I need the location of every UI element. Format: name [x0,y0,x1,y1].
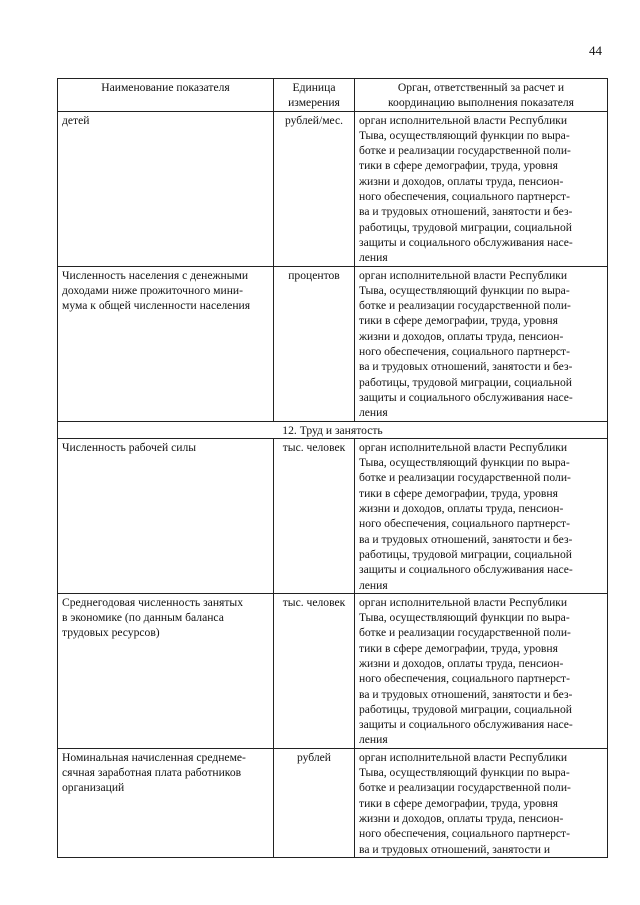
page-number: 44 [589,43,602,58]
organization-line: ва и трудовых отношений, занятости и без- [359,360,573,374]
organization-line: Тыва, осуществляющий функции по выра- [359,128,570,142]
organization-line: работицы, трудовой миграции, социальной [359,547,572,561]
organization-line: ботке и реализации государственной поли- [359,626,571,640]
organization-line: Тыва, осуществляющий функции по выра- [359,766,570,780]
organization-line: Тыва, осуществляющий функции по выра- [359,283,570,297]
organization-line: ботке и реализации государственной поли- [359,299,571,313]
responsible-organization-cell [355,748,608,857]
organization-line: ного обеспечения, социального партнерст- [359,190,570,204]
organization-line: ботке и реализации государственной поли- [359,471,571,485]
indicator-name-line: Номинальная начисленная среднеме- [62,750,246,764]
table-row [58,438,608,593]
organization-line: защиты и социального обслуживания насе- [359,563,573,577]
indicator-name-line: сячная заработная плата работников [62,766,242,780]
organization-line: тики в сфере демографии, труда, уровня [359,486,558,500]
organization-line: Тыва, осуществляющий функции по выра- [359,456,570,470]
organization-line: тики в сфере демографии, труда, уровня [359,314,558,328]
header-unit [274,79,355,112]
organization-line: ва и трудовых отношений, занятости и без- [359,687,573,701]
organization-line: защиты и социального обслуживания насе- [359,390,573,404]
organization-line: ного обеспечения, социального партнерст- [359,827,570,841]
indicator-name-line: Среднегодовая численность занятых [62,595,244,609]
organization-line: орган исполнительной власти Республики [359,268,568,282]
organization-line: ва и трудовых отношений, занятости и без- [359,205,573,219]
indicators-table [57,78,608,858]
responsible-organization-cell [355,438,608,593]
indicator-name-line: доходами ниже прожиточного мини- [62,283,243,297]
organization-line: жизни и доходов, оплаты труда, пенсион- [359,656,564,670]
indicator-name-line: Численность рабочей силы [62,440,197,454]
organization-line: ного обеспечения, социального партнерст- [359,517,570,531]
unit-cell: рублей [274,748,355,857]
unit-cell: рублей/мес. [274,111,355,266]
responsible-organization-cell [355,593,608,748]
header-org-line: координацию выполнения показателя [388,96,574,110]
section-heading-row [58,421,608,438]
header-indicator: Наименование показателя [58,79,274,112]
indicator-name-cell [58,593,274,748]
indicator-name-cell [58,111,274,266]
organization-line: тики в сфере демографии, труда, уровня [359,641,558,655]
organization-line: жизни и доходов, оплаты труда, пенсион- [359,811,564,825]
organization-line: жизни и доходов, оплаты труда, пенсион- [359,502,564,516]
table-row [58,748,608,857]
table-row [58,593,608,748]
unit-cell: процентов [274,266,355,421]
organization-line: жизни и доходов, оплаты труда, пенсион- [359,174,564,188]
organization-line: ва и трудовых отношений, занятости и без- [359,532,573,546]
indicator-name-cell [58,266,274,421]
organization-line: работицы, трудовой миграции, социальной [359,375,572,389]
organization-line: орган исполнительной власти Республики [359,440,568,454]
header-unit-line: измерения [288,96,340,110]
organization-line: жизни и доходов, оплаты труда, пенсион- [359,329,564,343]
organization-line: работицы, трудовой миграции, социальной [359,702,572,716]
header-org-line: Орган, ответственный за расчет и [397,81,565,94]
organization-line: защиты и социального обслуживания насе- [359,718,573,732]
responsible-organization-cell [355,266,608,421]
organization-line: ления [359,406,388,420]
unit-cell: тыс. человек [274,438,355,593]
unit-cell: тыс. человек [274,593,355,748]
organization-line: ного обеспечения, социального партнерст- [359,672,570,686]
indicator-name-line: организаций [62,781,125,795]
organization-line: тики в сфере демографии, труда, уровня [359,796,558,810]
header-unit-line: Единица [292,81,336,94]
section-title: 12. Труд и занятость [58,421,608,438]
organization-line: ления [359,578,388,592]
responsible-organization-cell [355,111,608,266]
organization-line: работицы, трудовой миграции, социальной [359,220,572,234]
indicator-name-cell [58,438,274,593]
organization-line: тики в сфере демографии, труда, уровня [359,159,558,173]
organization-line: ного обеспечения, социального партнерст- [359,345,570,359]
organization-line: ления [359,251,388,265]
indicator-name-line: Численность населения с денежными [62,268,249,282]
organization-line: защиты и социального обслуживания насе- [359,235,573,249]
organization-line: ления [359,733,388,747]
indicator-name-line: мума к общей численности населения [62,299,251,313]
organization-line: орган исполнительной власти Республики [359,113,568,127]
table-row [58,111,608,266]
table-header-row [58,79,608,112]
indicator-name-line: трудовых ресурсов) [62,626,160,640]
organization-line: орган исполнительной власти Республики [359,750,568,764]
header-organization [355,79,608,112]
organization-line: ботке и реализации государственной поли- [359,781,571,795]
organization-line: ва и трудовых отношений, занятости и [359,842,551,856]
table-row [58,266,608,421]
indicator-name-cell [58,748,274,857]
organization-line: Тыва, осуществляющий функции по выра- [359,611,570,625]
organization-line: ботке и реализации государственной поли- [359,144,571,158]
indicator-name-line: детей [62,113,90,127]
organization-line: орган исполнительной власти Республики [359,595,568,609]
indicator-name-line: в экономике (по данным баланса [62,611,224,625]
